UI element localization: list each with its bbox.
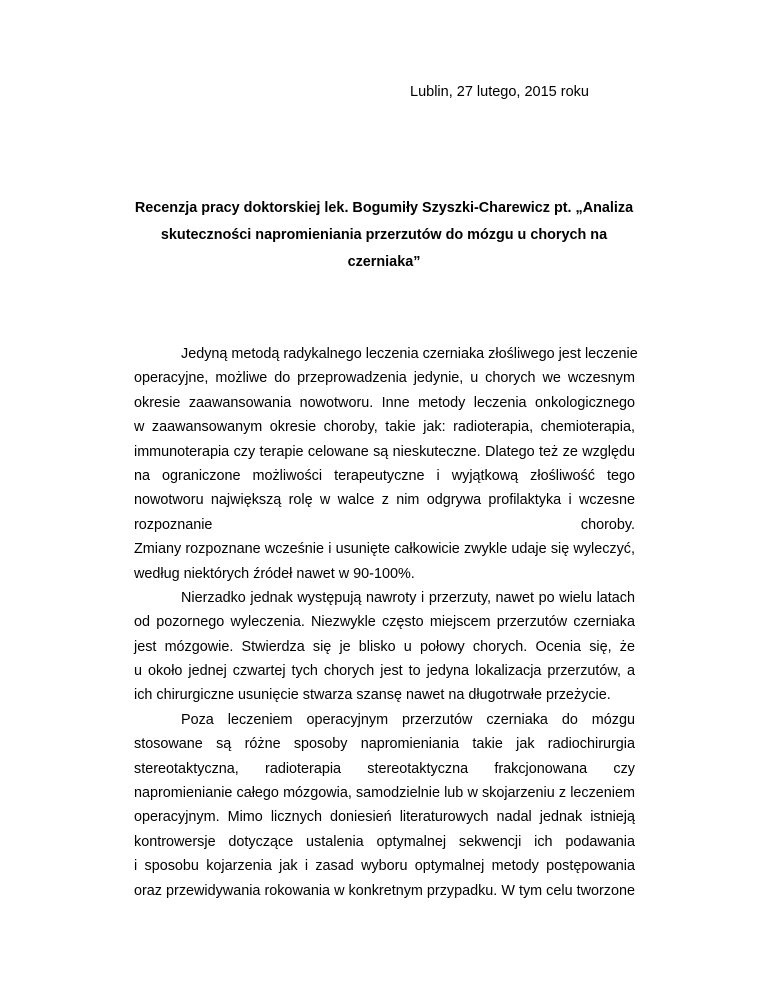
review-title	[134, 195, 634, 276]
title-line: skuteczności napromieniania przerzutów do mózgu u chorych na	[160, 227, 608, 243]
body-line: operacyjnym. Mimo licznych doniesień literaturowych nadal jednak istnieją	[134, 809, 635, 826]
title-line: czerniaka”	[347, 254, 421, 270]
body-line: w zaawansowanym okresie choroby, takie jak: radioterapia, chemioterapia,	[134, 419, 635, 436]
body-line: u około jednej czwartej tych chorych jest to jedyna lokalizacja przerzutów, a	[134, 663, 635, 680]
body-line: według niektórych źródeł nawet w 90-100%.	[134, 565, 415, 582]
review-body	[134, 342, 638, 903]
body-line: Zmiany rozpoznane wcześnie i usunięte całkowicie zwykle udaje się wyleczyć,	[134, 541, 635, 558]
body-line: Nierzadko jednak występują nawroty i przerzuty, nawet po wielu latach	[181, 589, 635, 606]
body-line: jest mózgowie. Stwierdza się je blisko u połowy chorych. Ocenia się, że	[134, 638, 635, 655]
body-line: nowotworu największą rolę w walce z nim odgrywa profilaktyka i wczesne	[134, 492, 635, 509]
body-line: stosowane są różne sposoby napromieniania takie jak radiochirurgia	[134, 736, 635, 753]
body-line: operacyjne, możliwe do przeprowadzenia jedynie, u chorych we wczesnym	[134, 370, 635, 387]
body-line: ich chirurgiczne usunięcie stwarza szansę nawet na długotrwałe przeżycie.	[134, 687, 611, 704]
body-line: rozpoznanie choroby.	[134, 516, 635, 533]
body-line: kontrowersje dotyczące ustalenia optymalnej sekwencji ich podawania	[134, 833, 635, 850]
date-line: Lublin, 27 lutego, 2015 roku	[410, 84, 589, 100]
body-line: na ograniczone możliwości terapeutyczne i wyjątkową złośliwość tego	[134, 467, 635, 484]
body-line: stereotaktyczna, radioterapia stereotaktyczna frakcjonowana czy	[134, 760, 635, 777]
body-line: napromienianie całego mózgowia, samodzielnie lub w skojarzeniu z leczeniem	[134, 785, 635, 802]
body-line: i sposobu kojarzenia jak i zasad wyboru optymalnej metody postępowania	[134, 858, 635, 875]
body-line: od pozornego wyleczenia. Niezwykle często miejscem przerzutów czerniaka	[134, 614, 635, 631]
body-line: Poza leczeniem operacyjnym przerzutów czerniaka do mózgu	[181, 711, 635, 728]
body-line: Jedyną metodą radykalnego leczenia czerniaka złośliwego jest leczenie	[181, 346, 638, 362]
title-line: Recenzja pracy doktorskiej lek. Bogumiły Szyszki-Charewicz pt. „Analiza	[134, 200, 634, 216]
body-line: immunoterapia czy terapie celowane są nieskuteczne. Dlatego też ze względu	[134, 443, 635, 460]
body-line: oraz przewidywania rokowania w konkretnym przypadku. W tym celu tworzone	[134, 882, 635, 899]
body-line: okresie zaawansowania nowotworu. Inne metody leczenia onkologicznego	[134, 394, 635, 411]
